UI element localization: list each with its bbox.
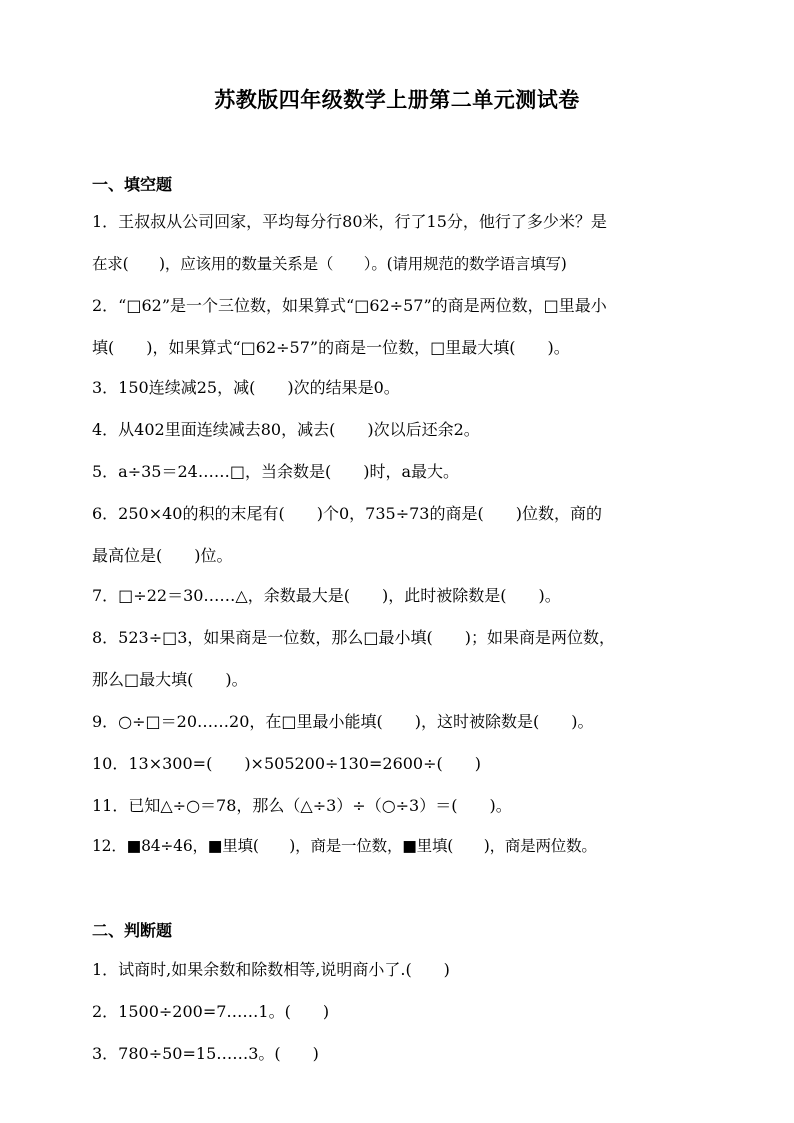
question-line: 11．已知△÷○＝78，那么（△÷3）÷（○÷3）＝( )。 [92, 796, 512, 815]
judgment-line: 3．780÷50=15……3。( ) [92, 1044, 319, 1063]
question-line: 12．■84÷46，■里填( )，商是一位数，■里填( )，商是两位数。 [92, 837, 597, 855]
question-line: 2．“□62”是一个三位数，如果算式“□62÷57”的商是两位数，□里最小 [92, 296, 607, 315]
question-line: 8．523÷□3，如果商是一位数，那么□最小填( )；如果商是两位数， [92, 628, 616, 647]
question-line: 4．从402里面连续减去80，减去( )次以后还余2。 [92, 420, 480, 439]
page-title: 苏教版四年级数学上册第二单元测试卷 [214, 87, 580, 112]
section-heading-true-false: 二、判断题 [92, 921, 173, 940]
question-line: 9．○÷□＝20……20，在□里最小能填( )，这时被除数是( )。 [92, 712, 594, 731]
judgment-line: 1．试商时,如果余数和除数相等,说明商小了.( ) [92, 960, 450, 979]
question-line: 6．250×40的积的末尾有( )个0，735÷73的商是( )位数，商的 [92, 504, 602, 523]
question-line: 最高位是( )位。 [92, 546, 233, 565]
section-heading-fill-in-blanks: 一、填空题 [92, 175, 173, 194]
question-line: 那么□最大填( )。 [92, 670, 248, 689]
question-line: 3．150连续减25，减( )次的结果是0。 [92, 378, 400, 397]
question-line: 填( )，如果算式“□62÷57”的商是一位数，□里最大填( )。 [92, 338, 570, 357]
question-line: 5．a÷35＝24……□，当余数是( )时，a最大。 [92, 462, 459, 481]
question-line: 在求( )，应该用的数量关系是（ ）。(请用规范的数学语言填写) [92, 255, 567, 273]
question-line: 10．13×300=( )×505200÷130=2600÷( ) [92, 754, 482, 773]
question-line: 7．□÷22＝30……△，余数最大是( )，此时被除数是( )。 [92, 586, 561, 605]
question-line: 1．王叔叔从公司回家，平均每分行80米，行了15分，他行了多少米？是 [92, 212, 607, 231]
judgment-line: 2．1500÷200=7……1。( ) [92, 1002, 330, 1021]
